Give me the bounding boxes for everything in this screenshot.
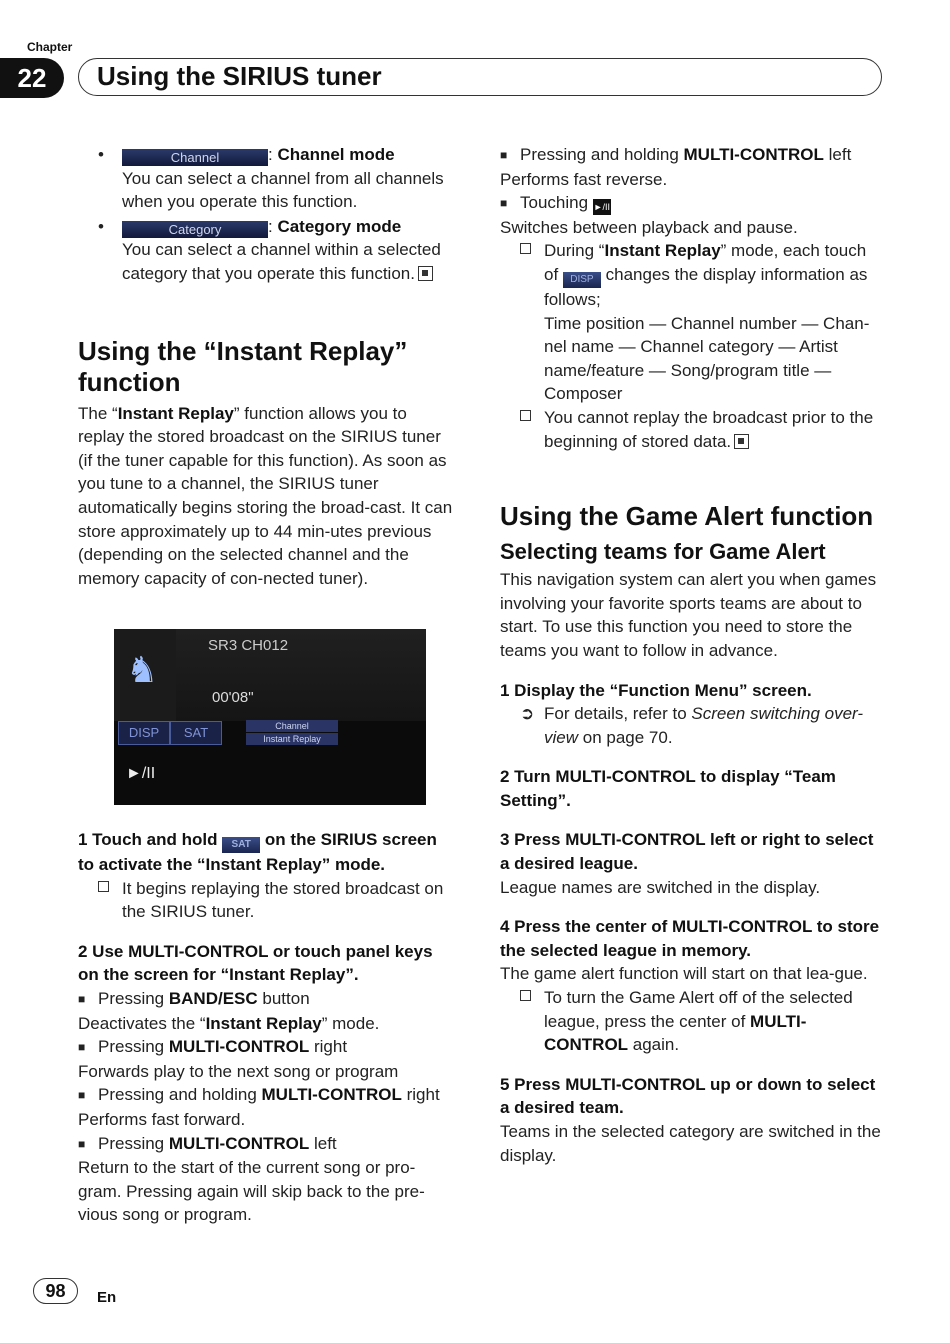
item-mc-right: ■ Pressing MULTI-CONTROL right xyxy=(78,1035,456,1060)
step-1: 1 Touch and hold SAT on the SIRIUS screen to activate the “Instant Replay” mode. xyxy=(78,830,437,874)
chapter-label: Chapter xyxy=(27,40,73,54)
bullet-label: Category mode xyxy=(277,216,402,236)
square-bullet-icon: ■ xyxy=(78,1136,86,1151)
sirius-screen-image xyxy=(114,629,426,805)
channel-button-image: Channel xyxy=(122,149,268,166)
bullet-label: Channel mode xyxy=(277,145,395,164)
item-mc-hold-right-desc: Performs fast forward. xyxy=(78,1109,246,1129)
screen-sat-button: SAT xyxy=(170,721,222,745)
checkbox-note-icon xyxy=(98,881,109,892)
chapter-number: 22 xyxy=(0,58,64,98)
item-mc-left: ■ Pressing MULTI-CONTROL left xyxy=(78,1132,456,1157)
chapter-title: Using the SIRIUS tuner xyxy=(97,61,382,91)
square-bullet-icon: ■ xyxy=(78,1088,86,1103)
bullet-channel-mode: • Channel : Channel mode You can select a channel from all channels when you operate this function. xyxy=(78,143,456,214)
item-mc-left-desc: Return to the start of the current song or pro-gram. Pressing again will skip back to the pre-vious song or program. xyxy=(78,1158,425,1225)
game-step-2: 2 Turn MULTI-CONTROL to display “Team Setting”. xyxy=(500,767,836,810)
sirius-dog-icon: ♞ xyxy=(126,649,159,690)
checkbox-note-icon xyxy=(520,243,531,254)
bullet-dot: • xyxy=(98,216,104,236)
screen-disp-button: DISP xyxy=(118,721,170,745)
left-column xyxy=(78,143,456,590)
section-heading-instant-replay: Using the “Instant Replay” function xyxy=(78,335,408,397)
square-bullet-icon: ■ xyxy=(78,1040,86,1055)
item-mc-hold-left: ■ Pressing and holding MULTI-CONTROL left xyxy=(500,143,885,168)
item-touch-play: ■ Touching ►/II xyxy=(500,191,885,216)
game-step-5: 5 Press MULTI-CONTROL up or down to select a desired team. xyxy=(500,1074,876,1118)
disp-icon: DISP xyxy=(563,272,601,288)
right-column xyxy=(500,143,885,1167)
end-mark-icon xyxy=(734,434,749,449)
square-bullet-icon: ■ xyxy=(78,991,86,1006)
square-bullet-icon: ■ xyxy=(500,148,508,162)
item-mc-hold-right: ■ Pressing and holding MULTI-CONTROL right xyxy=(78,1083,456,1108)
note-refer: ➲ For details, refer to Screen switching over-view on page 70. xyxy=(520,704,864,747)
album-art xyxy=(114,629,177,721)
square-bullet-icon: ■ xyxy=(500,196,508,211)
item-band-esc: ■ Pressing BAND/ESC button xyxy=(78,987,456,1012)
bullet-dot: • xyxy=(98,145,104,164)
game-step-5-desc: Teams in the selected category are switched in the display. xyxy=(500,1122,881,1165)
note-turn-off: To turn the Game Alert off of the selected league, press the center of MULTI-CONTROL again. xyxy=(500,986,885,1057)
bullet-category-mode: • Category : Category mode You can select a channel within a selected category that you operate this function. xyxy=(98,216,441,283)
screen-channel-tab: Channel xyxy=(246,720,338,732)
left-column-steps xyxy=(78,828,456,1227)
item-touch-play-desc: Switches between playback and pause. xyxy=(500,217,798,237)
note-replay: It begins replaying the stored broadcast on the SIRIUS tuner. xyxy=(78,877,456,924)
note-disp: During “Instant Replay” mode, each touch of DISP changes the display information as follows; Time position — Channel number — Chan-nel name — Channel category — Artist name/feature — Song/program title — Composer xyxy=(500,239,885,406)
instant-replay-intro: The “Instant Replay” function allows you to replay the stored broadcast on the SIRIUS tuner (if the tuner capable for this function). As soon as you tune to a channel, the SIRIUS tuner automatically begins storing the broad-cast. It can store approximately up to 44 min-utes previous (depending on the selected channel and the memory capacity of con-nected tuner). xyxy=(78,403,453,588)
game-step-4-desc: The game alert function will start on that lea-gue. xyxy=(500,964,868,984)
display-sequence: Time position — Channel number — Chan-nel name — Channel category — Artist name/feature — Song/program title — Composer xyxy=(544,313,870,404)
game-step-1: 1 Display the “Function Menu” screen. xyxy=(500,680,812,700)
screen-time-text: 00'08" xyxy=(212,689,254,706)
checkbox-note-icon xyxy=(520,410,531,421)
game-step-3: 3 Press MULTI-CONTROL left or right to select a desired league. xyxy=(500,830,874,874)
item-mc-right-desc: Forwards play to the next song or program xyxy=(78,1061,399,1081)
category-button-image: Category xyxy=(122,221,268,238)
play-pause-icon: ►/II xyxy=(593,199,611,215)
item-mc-hold-left-desc: Performs fast reverse. xyxy=(500,169,668,189)
game-step-3-desc: League names are switched in the display. xyxy=(500,877,821,897)
screen-replay-tab: Instant Replay xyxy=(246,733,338,745)
page-number: 98 xyxy=(33,1278,78,1304)
screen-channel-text: SR3 CH012 xyxy=(208,637,289,654)
language-code: En xyxy=(97,1289,117,1306)
sat-icon: SAT xyxy=(222,837,260,853)
step-2: 2 Use MULTI-CONTROL or touch panel keys on the screen for “Instant Replay”. xyxy=(78,941,433,985)
screen-play-pause-icon: ►/II xyxy=(126,765,156,782)
bullet-text: You can select a channel from all channels when you operate this function. xyxy=(122,168,444,212)
arrow-icon: ➲ xyxy=(520,704,535,724)
subheading-select-teams: Selecting teams for Game Alert xyxy=(500,539,826,565)
end-mark-icon xyxy=(418,266,433,281)
section-heading-game-alert: Using the Game Alert function xyxy=(500,501,874,532)
bullet-text: You can select a channel within a selected category that you operate this function. xyxy=(122,240,441,283)
checkbox-note-icon xyxy=(520,990,531,1001)
note-cannot-replay: You cannot replay the broadcast prior to the beginning of stored data. xyxy=(500,406,885,453)
game-step-4: 4 Press the center of MULTI-CONTROL to store the selected league in memory. xyxy=(500,917,880,960)
item-band-esc-desc: Deactivates the “Instant Replay” mode. xyxy=(78,1013,380,1033)
game-alert-intro: This navigation system can alert you when games involving your favorite sports teams are about to start. To use this function you need to store the teams you want to follow in advance. xyxy=(500,570,877,660)
chapter-title-box xyxy=(78,58,882,96)
